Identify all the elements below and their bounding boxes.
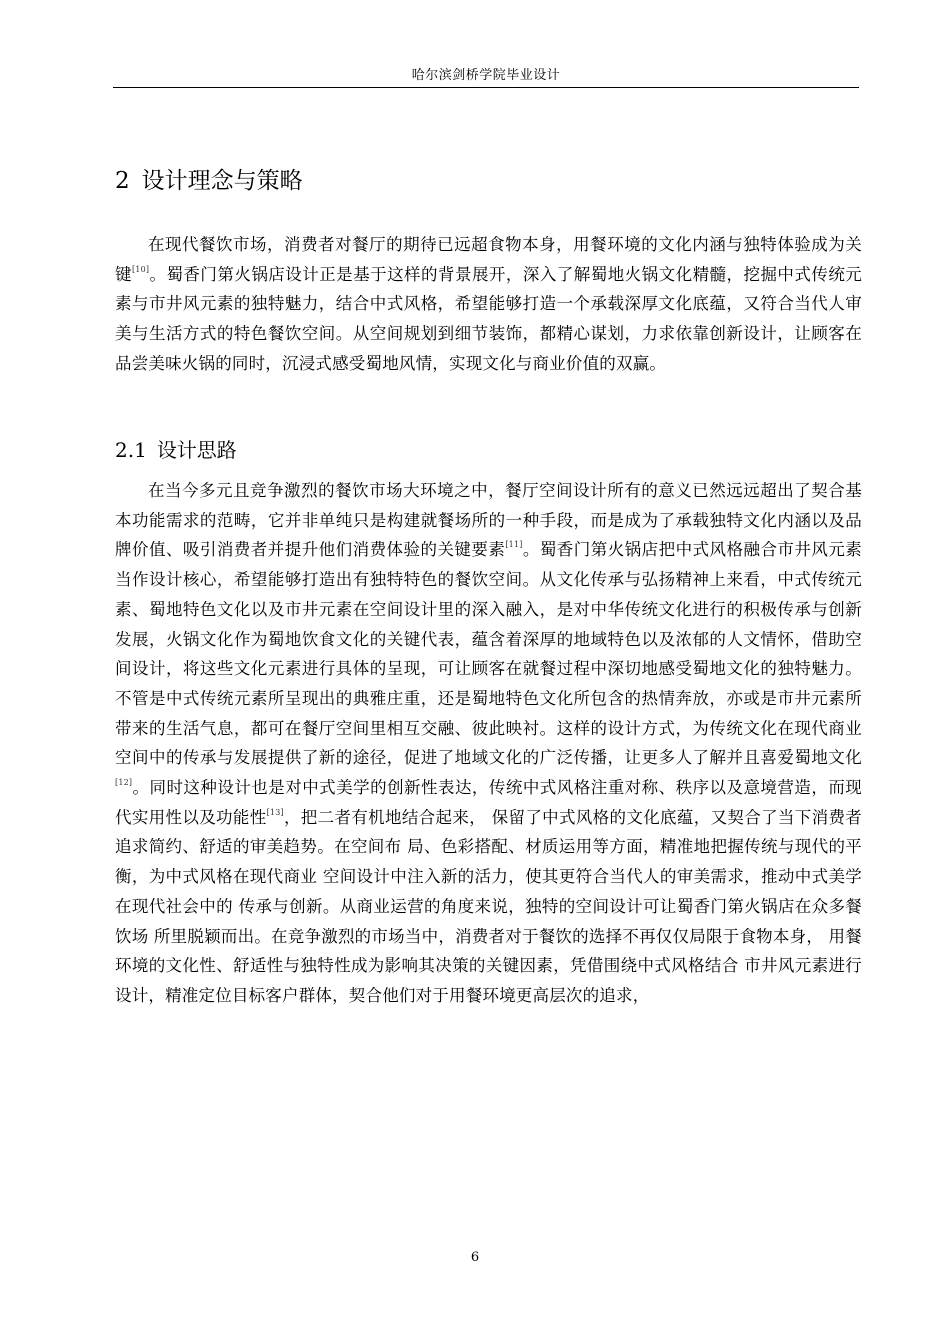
citation-ref: [11] [505,540,523,550]
paragraph-text: 。同时这种设计也是对中式美学的创新性表达，传统中式风格注重对称、秩序以及意境营造，而现代实用性以及功能性 [115,778,862,827]
subsection-heading [115,434,237,463]
citation-ref: [13] [266,807,284,817]
paragraph-text: 在现代餐饮市场，消费者对餐厅的期待已远超食物本身，用餐环境的文化内涵与独特体验成为关键 [115,235,862,284]
page-header: 哈尔滨剑桥学院毕业设计 [411,68,561,83]
paragraph-text: 。蜀香门第火锅店设计正是基于这样的背景展开，深入了解蜀地火锅文化精髓，挖掘中式传统元素与市井风元素的独特魅力，结合中式风格，希望能够打造一个承载深厚文化底蕴，又符合当代人审美与生活方式的特色餐饮空间。从空间规划到细节装饰，都精心谋划，力求依靠创新设计，让顾客在品尝美味火锅的同时，沉浸式感受蜀地风情，实现文化与商业价值的双赢。 [115,264,863,373]
paragraph-text: ，把二者有机地结合起来， 保留了中式风格的文化底蕴，又契合了当下消费者追求简约、舒适的审美趋势。在空间布 局、色彩搭配、材质运用等方面，精准地把握传统与现代的平衡，为中式风格在现代商业 空间设计中注入新的活力，使其更符合当代人的审美需求，推动中式美学在现代社会中的 传承与创新。从商业运营的角度来说，独特的空间设计可让蜀香门第火锅店在众多餐饮场 所里脱颖而出。在竞争激烈的市场当中，消费者对于餐饮的选择不再仅仅局限于食物本身， 用餐环境的文化性、舒适性与独特性成为影响其决策的关键因素，凭借围绕中式风格结合 市井风元素进行设计，精准定位目标客户群体，契合他们对于用餐环境更高层次的追求， [115,807,862,1005]
section-heading [115,162,303,195]
citation-ref: [10] [131,264,150,274]
header-rule [113,87,859,88]
paragraph-text: 在当今多元且竞争激烈的餐饮市场大环境之中，餐厅空间设计所有的意义已然远远超出了契合基本功能需求的范畴，它并非单纯只是构建就餐场所的一种手段，而是成为了承载独特文化内涵以及品牌价值、吸引消费者并提升他们消费体验的关键要素 [115,481,862,560]
design-idea-paragraph [115,476,862,1011]
paragraph-text: 。蜀香门第火锅店把中式风格融合市井风元素当作设计核心，希望能够打造出有独特特色的餐饮空间。从文化传承与弘扬精神上来看，中式传统元素、蜀地特色文化以及市井元素在空间设计里的深入融入，是对中华传统文化进行的积极传承与创新发展，火锅文化作为蜀地饮食文化的关键代表，蕴含着深厚的地域特色以及浓郁的人文情怀，借助空间设计，将这些文化元素进行具体的呈现，可让顾客在就餐过程中深切地感受蜀地文化的独特魅力。不管是中式传统元素所呈现出的典雅庄重，还是蜀地特色文化所包含的热情奔放，亦或是市井元素所带来的生活气息，都可在餐厅空间里相互交融、彼此映衬。这样的设计方式，为传统文化在现代商业空间中的传承与发展提供了新的途径，促进了地域文化的广泛传播，让更多人了解并且喜爱蜀地文化 [115,540,862,768]
intro-paragraph [115,230,862,379]
subsection-title: 设计思路 [156,438,237,462]
page-number: 6 [470,1250,480,1265]
section-title: 设计理念与策略 [141,168,303,194]
section-number: 2 [115,168,130,194]
citation-ref: [12] [115,778,133,788]
subsection-number: 2.1 [115,438,147,462]
